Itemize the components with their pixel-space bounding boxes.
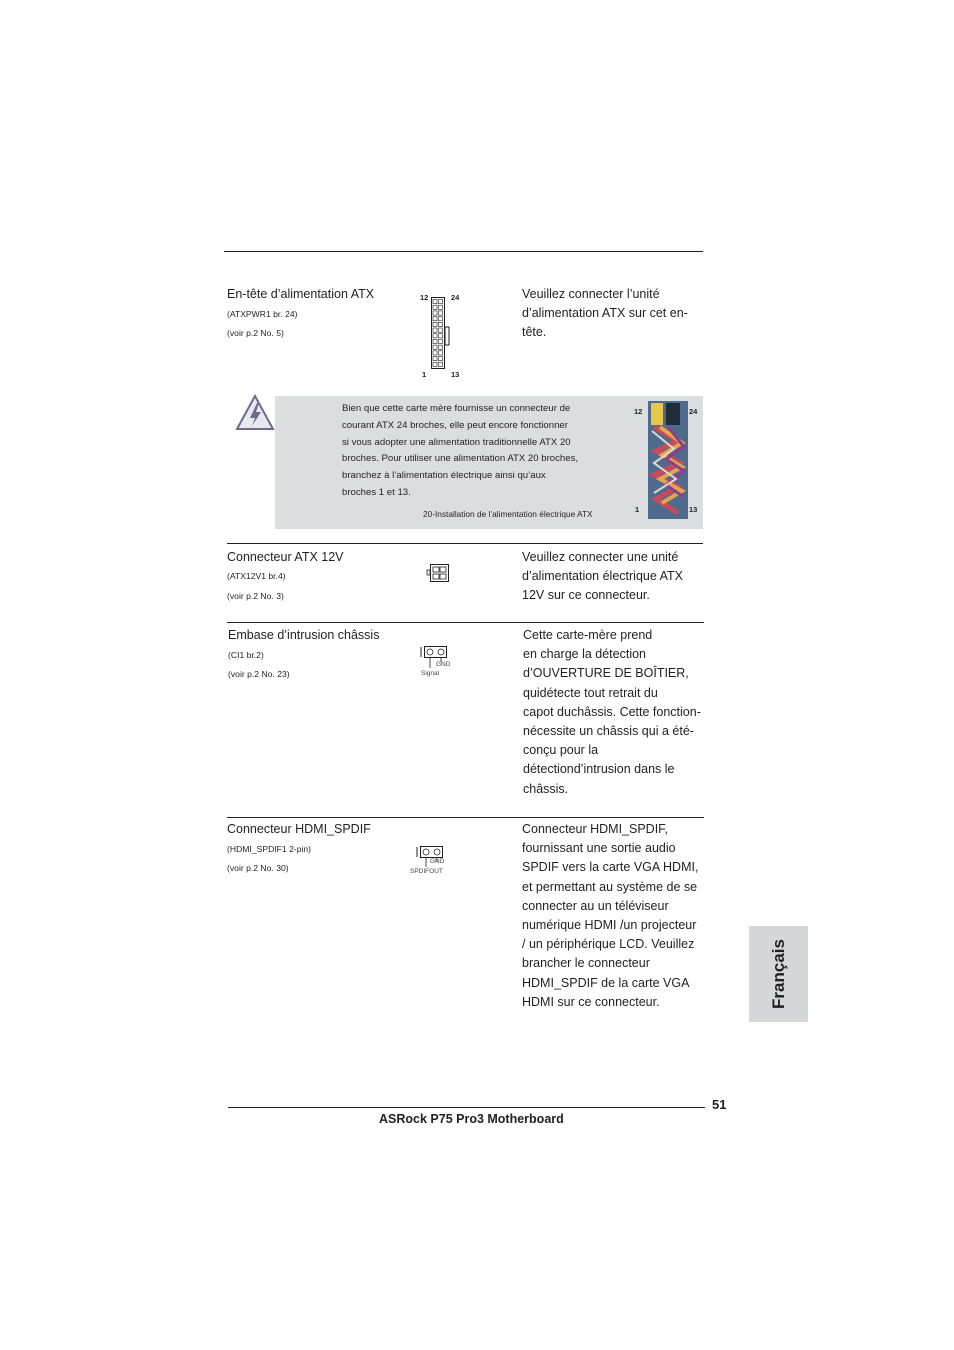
- chassis-ref: (CI1 br.2): [228, 650, 264, 660]
- rule-chassis: [227, 622, 704, 623]
- pin-label-24: 24: [451, 293, 460, 302]
- hdmi-see: (voir p.2 No. 30): [227, 863, 289, 873]
- atx-connector-icon: [431, 297, 451, 369]
- hdmi-header-diagram: [410, 843, 460, 879]
- atx-see: (voir p.2 No. 5): [227, 328, 284, 338]
- chassis-title: Embase d’intrusion châssis: [228, 628, 380, 642]
- chassis-see: (voir p.2 No. 23): [228, 669, 290, 679]
- atx-photo: [630, 401, 702, 523]
- hdmi-ref: (HDMI_SPDIF1 2-pin): [227, 844, 312, 854]
- pin-label-12: 12: [420, 293, 429, 302]
- atx12v-see: (voir p.2 No. 3): [227, 591, 284, 601]
- hdmi-title: Connecteur HDMI_SPDIF: [227, 822, 371, 836]
- photo-pin-13: 13: [689, 505, 698, 514]
- pin-label-1: 1: [422, 370, 427, 379]
- language-tab-label: Français: [768, 939, 788, 1009]
- rule-hdmi: [227, 817, 704, 818]
- photo-pin-1: 1: [635, 505, 640, 514]
- atx12v-connector-icon: [426, 563, 450, 583]
- atx-title: En-tête d’alimentation ATX: [227, 287, 375, 301]
- chassis-gnd-label: GND: [436, 661, 451, 668]
- chassis-signal-label: Signal: [421, 670, 440, 677]
- pin-label-13: 13: [451, 370, 460, 379]
- photo-pin-12: 12: [634, 407, 643, 416]
- footer-product: ASRock P75 Pro3 Motherboard: [379, 1112, 564, 1126]
- hdmi-gnd-label: GND: [430, 858, 445, 865]
- top-rule: [224, 251, 703, 252]
- chassis-description: Cette carte-mère prend en charge la détection d’OUVERTURE DE BOÎTIER, quidétecte tout retrait du capot duchâssis. Cette fonction- nécessite un châssis qui a été- conçu pour la détectiond’intrusion dans le châssis.: [523, 628, 701, 796]
- atx12v-title: Connecteur ATX 12V: [227, 550, 344, 564]
- page-number: 51: [712, 1097, 727, 1112]
- atx12v-ref: (ATX12V1 br.4): [227, 571, 286, 581]
- note-text: Bien que cette carte mère fournisse un connecteur de courant ATX 24 broches, elle peut encore fonctionner si vous adopter une alimentation traditionnelle ATX 20 broches. Pour utiliser une alimentation ATX 20 broches, branchez à l’alimentation électrique ainsi qu’aux broches 1 et 13.: [342, 403, 579, 498]
- note-caption: 20-Installation de l’alimentation électrique ATX: [423, 509, 593, 519]
- rule-atx12v: [227, 543, 703, 544]
- note-box: [275, 396, 703, 529]
- atx-ref: (ATXPWR1 br. 24): [227, 309, 298, 319]
- atx12v-description: Veuillez connecter une unité d’alimentation électrique ATX 12V sur ce connecteur.: [522, 550, 683, 603]
- atx-24pin-diagram: [418, 291, 463, 381]
- atx-description: Veuillez connecter l’unité d’alimentation ATX sur cet en- tête.: [522, 287, 688, 340]
- language-side-tab: [749, 926, 808, 1022]
- warning-icon: [234, 393, 276, 433]
- atx-cable-photo-icon: [648, 401, 688, 519]
- photo-pin-24: 24: [689, 407, 698, 416]
- hdmi-spdifout-label: SPDIFOUT: [410, 868, 443, 875]
- chassis-header-diagram: [418, 644, 458, 680]
- footer-rule: [228, 1107, 705, 1108]
- hdmi-description: Connecteur HDMI_SPDIF, fournissant une sortie audio SPDIF vers la carte VGA HDMI, et permettant au système de se connecter au un téléviseur numérique HDMI /un projecteur / un périphérique LCD. Veuillez brancher le connecteur HDMI_SPDIF de la carte VGA HDMI sur ce connecteur.: [522, 822, 699, 1009]
